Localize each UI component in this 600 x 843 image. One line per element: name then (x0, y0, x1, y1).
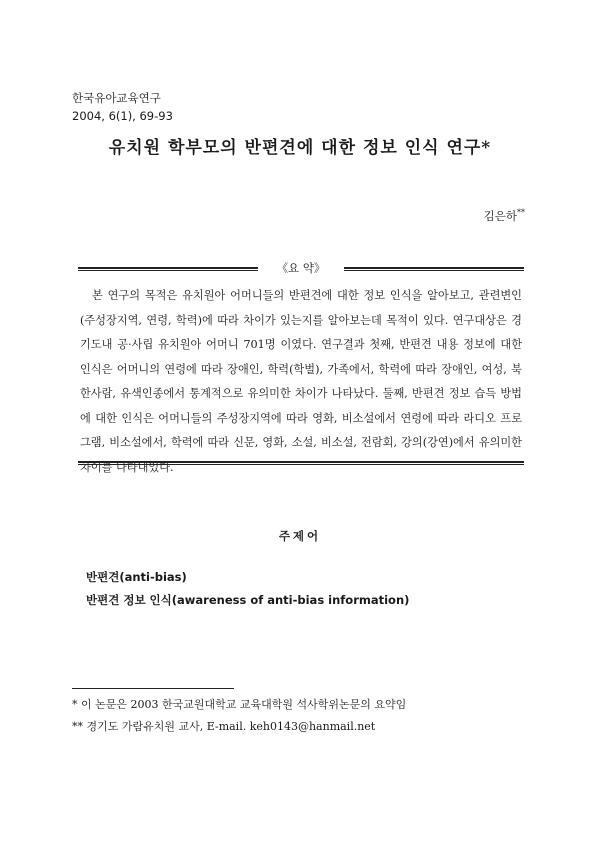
journal-info (72, 89, 173, 125)
keywords-list (86, 566, 409, 612)
journal-citation: 2004, 6(1), 69-93 (72, 109, 173, 123)
footnotes (72, 694, 406, 738)
abstract-body: 본 연구의 목적은 유치원아 어머니들의 반편견에 대한 정보 인식을 알아보고, 관련변인(주성장지역, 연령, 학력)에 따라 차이가 있는지를 알아보는데 목적이 있다. 연구대상은 경기도내 공·사립 유치원아 어머니 701명 이였다. 연구결과 첫째, 반편견 내용 정보에 대한 인식은 어머니의 연령에 따라 장애인, 학력(학벌), 가족에서, 학력에 따라 장애인, 여성, 북한사람, 유색인종에서 통계적으로 유의미한 차이가 나타났다. 둘째, 반편견 정보 습득 방법에 대한 인식은 어머니들의 주성장지역에 따라 영화, 비소설에서 연령에 따라 라디오 프로그램, 비소설에서, 학력에 따라 신문, 영화, 소설, 비소설, 전람회, 강의(강연)에서 유의미한 차이를 나타내었다. (80, 289, 522, 474)
keyword-item: 반편견 정보 인식(awareness of anti-bias information) (86, 593, 410, 607)
author (484, 208, 525, 224)
abstract-rule-bottom (78, 461, 524, 465)
paper-title: 유치원 학부모의 반편견에 대한 정보 인식 연구* (108, 138, 492, 158)
abstract-rule-right (344, 267, 524, 271)
footnote-item: * 이 논문은 2003 한국교원대학교 교육대학원 석사학위논문의 요약임 (72, 698, 407, 711)
keywords-heading: 주제어 (278, 529, 322, 543)
abstract-rule-left (78, 267, 258, 271)
keyword-item: 반편견(anti-bias) (86, 570, 187, 584)
author-footnote-mark: ** (517, 208, 525, 218)
author-name: 김은하 (483, 209, 517, 223)
footnote-item: ** 경기도 가람유치원 교사, E-mail. keh0143@hanmail.net (72, 720, 376, 733)
footnote-divider (72, 688, 234, 689)
abstract-header (78, 262, 524, 276)
journal-name: 한국유아교육연구 (72, 91, 161, 105)
abstract-heading: 《요 약》 (276, 261, 326, 275)
